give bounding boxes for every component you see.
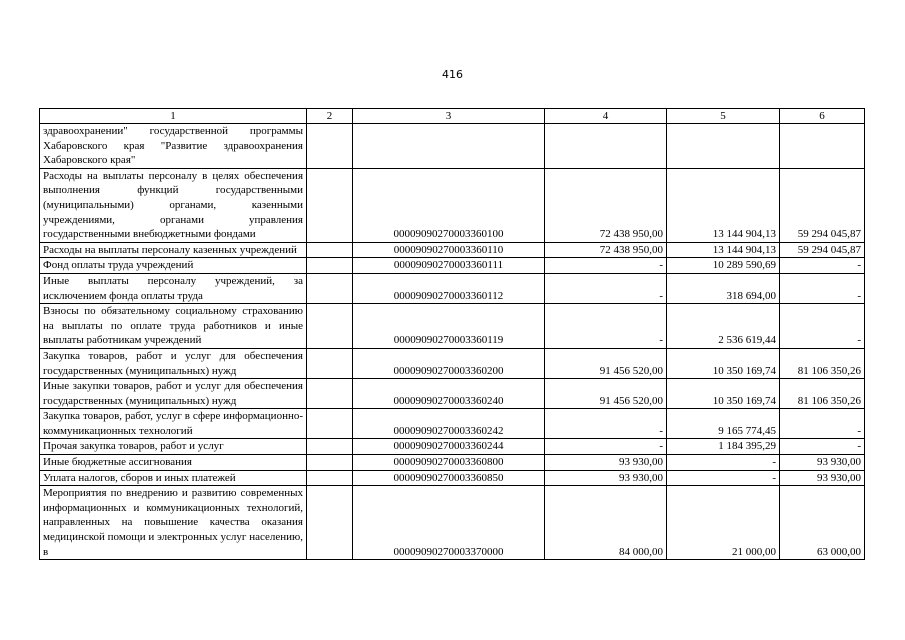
header-col-2: 2 — [307, 109, 353, 124]
table-row — [40, 455, 865, 471]
row-unexecuted-cell: 93 930,00 — [780, 470, 865, 486]
row-col2-cell — [307, 470, 353, 486]
table-row — [40, 304, 865, 349]
row-executed-cell: 21 000,00 — [667, 486, 780, 560]
row-executed-cell: 10 289 590,69 — [667, 258, 780, 274]
row-name-cell: Прочая закупка товаров, работ и услуг — [40, 439, 307, 455]
row-executed-cell: - — [667, 470, 780, 486]
row-col2-cell — [307, 455, 353, 471]
row-name-cell: Взносы по обязательному социальному страхованию на выплаты по оплате труда работников и иные выплаты работникам учреждений — [40, 304, 307, 349]
row-name-cell: Иные закупки товаров, работ и услуг для обеспечения государственных (муниципальных) нужд — [40, 379, 307, 409]
row-code-cell: 00009090270003360111 — [353, 258, 545, 274]
row-unexecuted-cell: - — [780, 304, 865, 349]
row-approved-cell: 72 438 950,00 — [545, 168, 667, 242]
row-name-cell: здравоохранении" государственной программы Хабаровского края "Развитие здравоохранения Хабаровского края" — [40, 124, 307, 169]
row-executed-cell: 9 165 774,45 — [667, 409, 780, 439]
row-unexecuted-cell: 59 294 045,87 — [780, 242, 865, 258]
row-approved-cell: 84 000,00 — [545, 486, 667, 560]
row-unexecuted-cell: - — [780, 258, 865, 274]
table-row — [40, 409, 865, 439]
row-approved-cell: - — [545, 439, 667, 455]
row-approved-cell: - — [545, 273, 667, 303]
row-code-cell — [353, 124, 545, 169]
table-row — [40, 486, 865, 560]
row-code-cell: 00009090270003360112 — [353, 273, 545, 303]
row-executed-cell: 318 694,00 — [667, 273, 780, 303]
row-executed-cell: - — [667, 455, 780, 471]
header-col-4: 4 — [545, 109, 667, 124]
row-name-cell: Расходы на выплаты персоналу в целях обеспечения выполнения функций государственными (муниципальными) органами, казенными учреждениями, органами управления государственными внебюджетными фондами — [40, 168, 307, 242]
row-approved-cell: 72 438 950,00 — [545, 242, 667, 258]
row-code-cell: 00009090270003360100 — [353, 168, 545, 242]
row-unexecuted-cell: 81 106 350,26 — [780, 379, 865, 409]
page-number: 416 — [442, 68, 463, 81]
table-row — [40, 348, 865, 378]
row-col2-cell — [307, 304, 353, 349]
row-name-cell: Закупка товаров, работ и услуг для обеспечения государственных (муниципальных) нужд — [40, 348, 307, 378]
row-unexecuted-cell: 59 294 045,87 — [780, 168, 865, 242]
row-name-cell: Мероприятия по внедрению и развитию современных информационных и коммуникационных технологий, направленных на повышение качества оказания медицинской помощи и электронных услуг населению, в — [40, 486, 307, 560]
row-unexecuted-cell: - — [780, 409, 865, 439]
row-executed-cell: 13 144 904,13 — [667, 242, 780, 258]
row-unexecuted-cell: - — [780, 273, 865, 303]
table-row — [40, 439, 865, 455]
row-unexecuted-cell: 93 930,00 — [780, 455, 865, 471]
header-row — [40, 109, 865, 124]
header-col-5: 5 — [667, 109, 780, 124]
row-unexecuted-cell: 81 106 350,26 — [780, 348, 865, 378]
row-approved-cell: 93 930,00 — [545, 470, 667, 486]
row-col2-cell — [307, 409, 353, 439]
row-col2-cell — [307, 273, 353, 303]
row-code-cell: 00009090270003360200 — [353, 348, 545, 378]
header-col-1: 1 — [40, 109, 307, 124]
row-executed-cell: 10 350 169,74 — [667, 348, 780, 378]
row-col2-cell — [307, 439, 353, 455]
row-unexecuted-cell: - — [780, 439, 865, 455]
row-col2-cell — [307, 348, 353, 378]
row-col2-cell — [307, 486, 353, 560]
row-name-cell: Закупка товаров, работ, услуг в сфере информационно-коммуникационных технологий — [40, 409, 307, 439]
table-row — [40, 470, 865, 486]
budget-execution-table — [39, 108, 865, 560]
row-code-cell: 00009090270003360800 — [353, 455, 545, 471]
row-code-cell: 00009090270003360244 — [353, 439, 545, 455]
row-code-cell: 00009090270003360240 — [353, 379, 545, 409]
row-col2-cell — [307, 242, 353, 258]
table-body — [40, 124, 865, 560]
row-approved-cell: 91 456 520,00 — [545, 348, 667, 378]
table-row — [40, 124, 865, 169]
table-row — [40, 242, 865, 258]
row-code-cell: 00009090270003370000 — [353, 486, 545, 560]
table-row — [40, 379, 865, 409]
header-col-6: 6 — [780, 109, 865, 124]
row-unexecuted-cell — [780, 124, 865, 169]
row-code-cell: 00009090270003360119 — [353, 304, 545, 349]
table-row — [40, 273, 865, 303]
row-executed-cell — [667, 124, 780, 169]
row-col2-cell — [307, 124, 353, 169]
row-name-cell: Уплата налогов, сборов и иных платежей — [40, 470, 307, 486]
row-executed-cell: 10 350 169,74 — [667, 379, 780, 409]
row-approved-cell: 93 930,00 — [545, 455, 667, 471]
row-code-cell: 00009090270003360850 — [353, 470, 545, 486]
row-name-cell: Расходы на выплаты персоналу казенных учреждений — [40, 242, 307, 258]
row-executed-cell: 2 536 619,44 — [667, 304, 780, 349]
header-col-3: 3 — [353, 109, 545, 124]
row-approved-cell: - — [545, 409, 667, 439]
table-row — [40, 258, 865, 274]
row-executed-cell: 13 144 904,13 — [667, 168, 780, 242]
row-executed-cell: 1 184 395,29 — [667, 439, 780, 455]
row-code-cell: 00009090270003360110 — [353, 242, 545, 258]
row-approved-cell: 91 456 520,00 — [545, 379, 667, 409]
row-approved-cell: - — [545, 304, 667, 349]
row-unexecuted-cell: 63 000,00 — [780, 486, 865, 560]
row-name-cell: Иные бюджетные ассигнования — [40, 455, 307, 471]
row-code-cell: 00009090270003360242 — [353, 409, 545, 439]
table-row — [40, 168, 865, 242]
row-approved-cell: - — [545, 258, 667, 274]
row-name-cell: Фонд оплаты труда учреждений — [40, 258, 307, 274]
row-col2-cell — [307, 258, 353, 274]
row-name-cell: Иные выплаты персоналу учреждений, за исключением фонда оплаты труда — [40, 273, 307, 303]
row-col2-cell — [307, 379, 353, 409]
row-col2-cell — [307, 168, 353, 242]
row-approved-cell — [545, 124, 667, 169]
